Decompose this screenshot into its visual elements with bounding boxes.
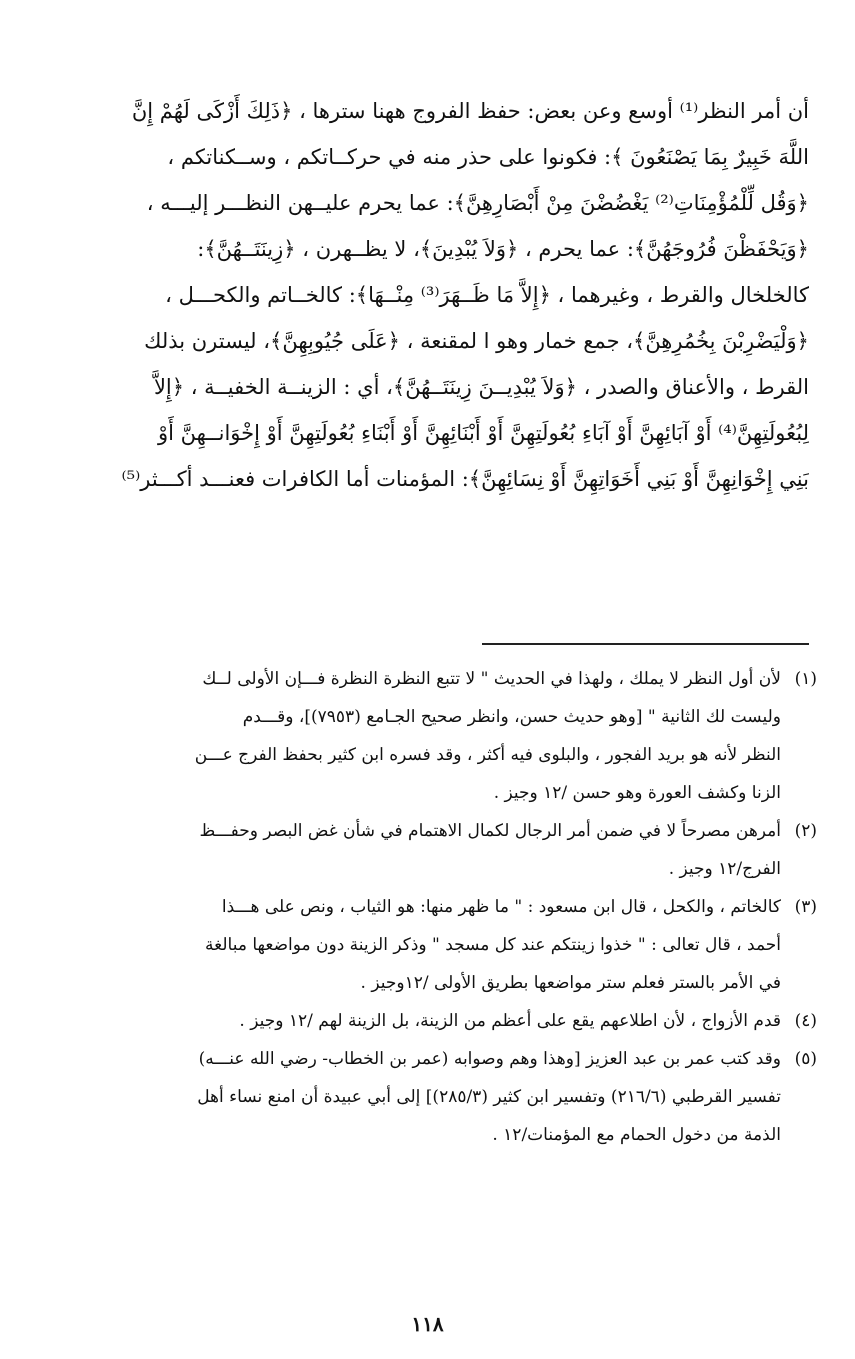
footnote-1 [37,660,817,812]
footnote-line: وليست لك الثانية " [وهو حديث حسن، وانظر صحيح الجـامع (٧٩٥٣)]، وقـــدم [242,707,781,727]
footnote-line: الذمة من دخول الحمام مع المؤمنات/١٢ . [492,1125,781,1145]
main-text-line: بَنِي إِخْوَانِهِنَّ أَوْ بَنِي أَخَوَاتِهِنَّ أَوْ نِسَائِهِنَّ﴾: المؤمنات أما الكافرات فعنـــد أكـــثر⁽⁵⁾ [121,467,809,491]
main-text-line: ﴿وَلْيَضْرِبْنَ بِخُمُرِهِنَّ﴾، جمع خمار وهو ا لمقنعة ، ﴿عَلَى جُيُوبِهِنَّ﴾، ليسترن بذلك [144,329,809,353]
main-text-block [44,88,809,502]
footnotes-block [37,660,817,1154]
footnote-line: وقد كتب عمر بن عبد العزيز [وهذا وهم وصوابه (عمر بن الخطاب- رضي الله عنـــه) [198,1049,781,1069]
footnote-line: قدم الأزواج ، لأن اطلاعهم يقع على أعظم من الزينة، بل الزينة لهم /١٢ وجيز . [239,1011,781,1031]
main-text-line: ﴿وَيَحْفَظْنَ فُرُوجَهُنَّ﴾: عما يحرم ، ﴿وَلاَ يُبْدِينَ﴾، لا يظــهرن ، ﴿زِينَتَــهُنَّ﴾: [197,237,809,261]
main-text-line: القرط ، والأعناق والصدر ، ﴿وَلاَ يُبْدِيــنَ زِينَتَــهُنَّ﴾، أي : الزينــة الخفيــة ، ﴿إِلاَّ [153,375,809,399]
footnote-divider [482,643,809,645]
footnote-line: كالخاتم ، والكحل ، قال ابن مسعود : " ما ظهر منها: هو الثياب ، ونص على هـــذا [221,897,781,917]
footnote-number: (٥) [794,1049,817,1069]
footnote-line: أمرهن مصرحاً لا في ضمن أمر الرجال لكمال الاهتمام في شأن غض البصر وحفـــظ [199,821,781,841]
main-text-line: أن أمر النظر⁽¹⁾ أوسع وعن بعض: حفظ الفروج ههنا سترها ، ﴿ذَلِكَ أَزْكَى لَهُمْ إِنَّ [131,99,809,123]
footnote-line: أحمد ، قال تعالى : " خذوا زينتكم عند كل مسجد " وذكر الزينة دون مواضعها مبالغة [205,935,781,955]
footnote-3 [37,888,817,1002]
footnote-line: لأن أول النظر لا يملك ، ولهذا في الحديث " لا تتبع النظرة النظرة فـــإن الأولى لــك [202,669,781,689]
footnote-line: في الأمر بالستر فعلم ستر مواضعها بطريق الأولى /١٢وجيز . [360,973,781,993]
main-text-line: كالخلخال والقرط ، وغيرهما ، ﴿إِلاَّ مَا ظَــهَرَ⁽³⁾ مِنْــهَا﴾: كالخــاتم والكحـــل ، [165,283,809,307]
footnote-2 [37,812,817,888]
footnote-number: (٤) [794,1011,817,1031]
main-text-line: اللَّهَ خَبِيرٌ بِمَا يَصْنَعُونَ ﴾: فكونوا على حذر منه في حركــاتكم ، وســكناتكم ، [167,145,809,169]
footnote-line: الزنا وكشف العورة وهو حسن /١٢ وجيز . [493,783,781,803]
page-number: ١١٨ [411,1312,444,1336]
footnote-line: تفسير القرطبي (٢١٦/٦) وتفسير ابن كثير (٢٨٥/٣)] إلى أبي عبيدة أن امنع نساء أهل [197,1087,781,1107]
footnote-number: (٢) [794,821,817,841]
footnote-number: (٣) [794,897,817,917]
footnote-4 [37,1002,817,1040]
footnote-line: الفرج/١٢ وجيز . [668,859,781,879]
footnote-line: النظر لأنه هو بريد الفجور ، والبلوى فيه أكثر ، وقد فسره ابن كثير بحفظ الفرج عـــن [194,745,781,765]
footnote-number: (١) [794,669,817,689]
main-text-line: لِبُعُولَتِهِنَّ⁽⁴⁾ أَوْ آبَائِهِنَّ أَوْ آبَاءِ بُعُولَتِهِنَّ أَوْ أَبْنَائِهِنَّ أَوْ أَبْنَاءِ بُعُولَتِهِنَّ أَوْ إِخْوَانــهِنَّ أَوْ [157,421,809,445]
main-text-line: ﴿وَقُل لِّلْمُؤْمِنَاتِ⁽²⁾ يَغْضُضْنَ مِنْ أَبْصَارِهِنَّ﴾: عما يحرم عليــهن النظـــر إليـــه ، [146,191,809,215]
footnote-5 [37,1040,817,1154]
